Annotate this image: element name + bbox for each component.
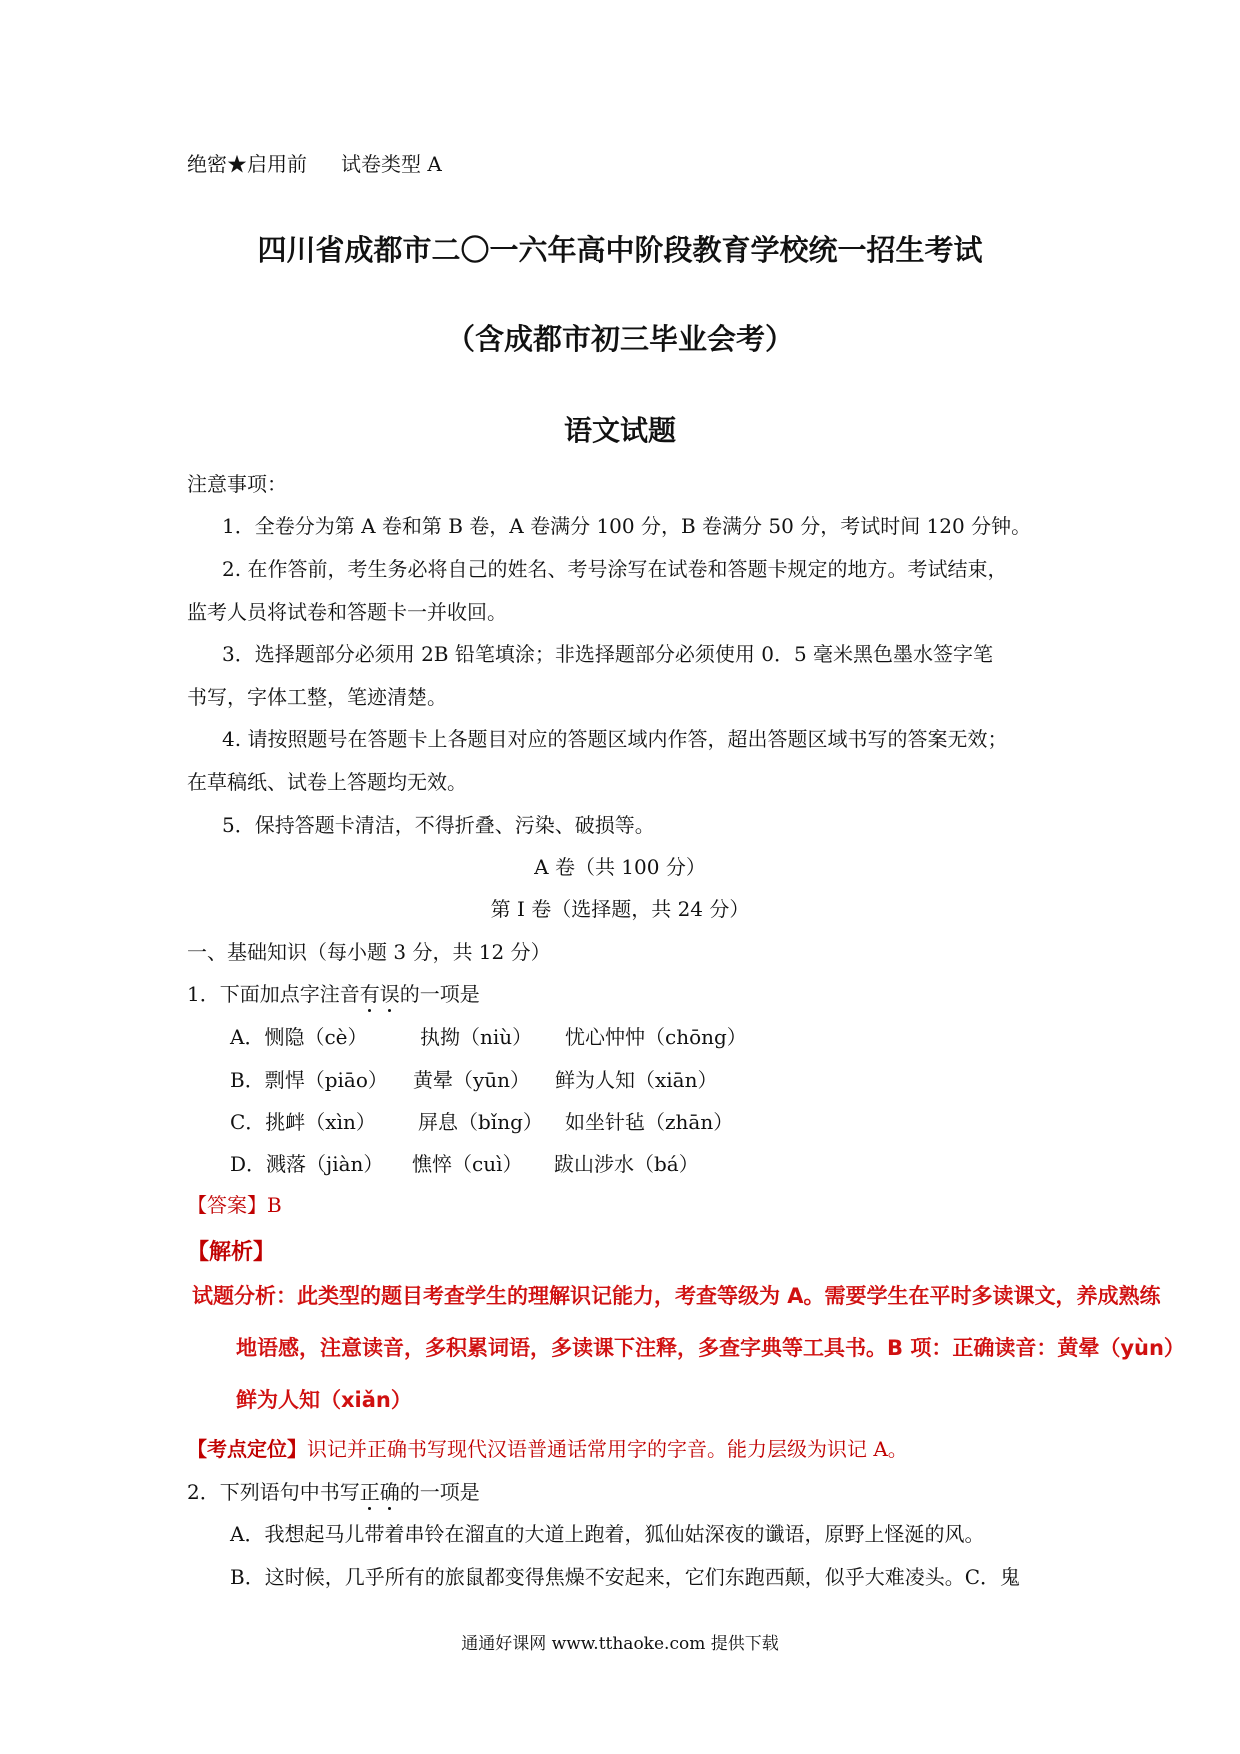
paper-type-label: 试卷类型 A [341, 152, 442, 176]
section-part-1: 一、基础知识（每小题 3 分，共 12 分） [187, 940, 551, 964]
kaodian-label: 【考点定位】 [187, 1437, 307, 1461]
q2-option-b: B．这时候，几乎所有的旅鼠都变得焦燥不安起来，它们东跑西颠，似乎大难凌头。C．鬼 [230, 1565, 1020, 1589]
exam-title: 四川省成都市二〇一六年高中阶段教育学校统一招生考试 [257, 233, 983, 267]
section-juan-1: 第 I 卷（选择题，共 24 分） [490, 897, 750, 921]
page-footer: 通通好课网 www.tthaoke.com 提供下载 [461, 1634, 779, 1654]
q1-kaodian [187, 1437, 908, 1461]
note-item-3-cont: 书写，字体工整，笔迹清楚。 [187, 685, 447, 709]
q1-stem: 1．下面加点字注音有误的一项是 [187, 982, 480, 1006]
subject-title: 语文试题 [563, 414, 676, 447]
note-item-5: 5．保持答题卡清洁，不得折叠、污染、破损等。 [222, 813, 655, 837]
q1-analysis-line-3: 鲜为人知（xiǎn） [236, 1388, 412, 1412]
note-item-4: 4. 请按照题号在答题卡上各题目对应的答题区域内作答，超出答题区域书写的答案无效； [222, 727, 1008, 751]
secret-label: 绝密★启用前 [187, 152, 307, 176]
kaodian-text: 识记并正确书写现代汉语普通话常用字的字音。能力层级为识记 A。 [307, 1437, 908, 1461]
note-item-4-cont: 在草稿纸、试卷上答题均无效。 [187, 770, 467, 794]
section-a-juan: A 卷（共 100 分） [534, 855, 706, 879]
header [187, 152, 442, 176]
q1-analysis-label: 【解析】 [187, 1239, 276, 1265]
notes-heading: 注意事项： [187, 472, 287, 496]
q1-analysis-line-1: 试题分析：此类型的题目考查学生的理解识记能力，考查等级为 A。需要学生在平时多读课文，养成熟练 [192, 1284, 1161, 1308]
q2-stem: 2．下列语句中书写正确的一项是 [187, 1480, 480, 1504]
note-item-2-cont: 监考人员将试卷和答题卡一并收回。 [187, 600, 507, 624]
q1-option-c: C．挑衅（xìn） 屏息（bǐng） 如坐针毡（zhān） [230, 1110, 734, 1134]
q1-option-d: D．溅落（jiàn） 憔悴（cuì） 跋山涉水（bá） [230, 1152, 699, 1176]
q1-analysis-line-2: 地语感，注意读音，多积累词语，多读课下注释，多查字典等工具书。B 项：正确读音：黄晕（yùn） [236, 1336, 1185, 1360]
note-item-2: 2. 在作答前，考生务必将自己的姓名、考号涂写在试卷和答题卡规定的地方。考试结束， [222, 557, 1008, 581]
q1-option-a: A．恻隐（cè） 执拗（niù） 忧心忡忡（chōng） [230, 1025, 747, 1049]
q1-answer: 【答案】B [187, 1193, 282, 1217]
q1-option-b: B．剽悍（piāo） 黄晕（yūn） 鲜为人知（xiān） [230, 1068, 718, 1092]
note-item-3: 3．选择题部分必须用 2B 铅笔填涂；非选择题部分必须使用 0．5 毫米黑色墨水签字笔 [222, 642, 994, 666]
q2-option-a: A．我想起马儿带着串铃在溜直的大道上跑着，狐仙姑深夜的谶语，原野上怪涎的风。 [230, 1522, 985, 1546]
note-item-1: 1．全卷分为第 A 卷和第 B 卷，A 卷满分 100 分，B 卷满分 50 分，考试时间 120 分钟。 [222, 514, 1032, 538]
exam-subtitle: （含成都市初三毕业会考） [445, 322, 794, 356]
